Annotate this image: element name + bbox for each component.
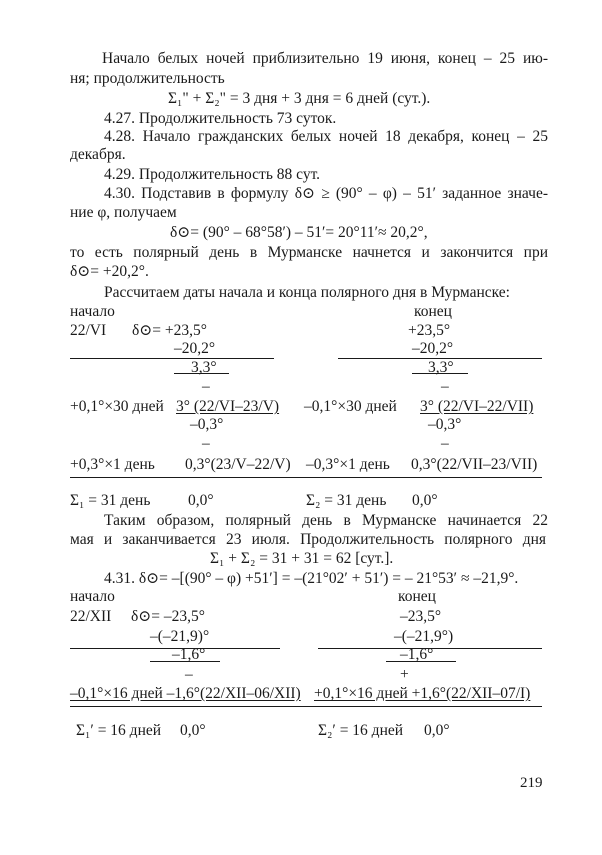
subtract-value: –(–21,9°)	[394, 628, 454, 645]
minus-sign: –	[202, 378, 210, 395]
paragraph-line: ня; продолжительность	[70, 70, 225, 87]
paragraph-line: Начало белых ночей приблизительно 19 июня, конец – 25 ию-	[102, 50, 548, 67]
sum-label: Σ₂′ = 16 дней	[318, 722, 404, 739]
step-label: –0,1°×30 дней	[304, 398, 397, 415]
answer-4-31: 4.31. δ⊙= –[(90° – φ) +51′] = –(21°02′ + 51′) = – 21°53′ ≈ –21,9°.	[104, 570, 519, 587]
result-value: 3,3°	[428, 359, 454, 376]
step-label: +0,1°×30 дней	[70, 398, 164, 415]
delta-value: –23,5°	[400, 608, 442, 625]
end-label: конец	[398, 588, 436, 605]
paragraph-line: мая и заканчивается 23 июля. Продолжительность полярного дня	[70, 531, 546, 548]
total-rule	[70, 477, 542, 478]
step-value: +0,1°×16 дней +1,6°(22/XII–07/I)	[314, 685, 531, 702]
delta-value: δ⊙= –23,5°	[131, 608, 205, 625]
equation: δ⊙= (90° – 68°58′) – 51′= 20°11′≈ 20,2°,	[170, 224, 428, 241]
subtract-value: –(–21,9)°	[150, 628, 210, 645]
step-label: –0,3°×1 день	[306, 456, 390, 473]
sum-label: Σ₁ = 31 день	[70, 492, 151, 509]
answer-4-27: 4.27. Продолжительность 73 суток.	[104, 110, 337, 127]
equation: Σ₁ + Σ₂ = 31 + 31 = 62 [сут.].	[210, 550, 394, 567]
result-rule	[150, 661, 220, 662]
answer-4-30-cont: ние φ, получаем	[70, 204, 177, 221]
plus-sign: +	[400, 666, 409, 683]
answer-4-30: 4.30. Подставив в формулу δ⊙ ≥ (90° – φ) – 51′ заданное значе-	[104, 185, 548, 202]
minus-sign: –	[185, 666, 193, 683]
sum-label: Σ₁′ = 16 дней	[76, 722, 162, 739]
answer-4-29: 4.29. Продолжительность 88 сут.	[104, 166, 321, 183]
start-label: начало	[70, 588, 115, 605]
step-value: 3° (22/VI–22/VII)	[420, 398, 534, 415]
delta-value: δ⊙= +23,5°	[132, 322, 207, 339]
sum-value: 0,0°	[424, 722, 450, 739]
answer-4-28-cont: декабря.	[70, 146, 126, 163]
result-rule	[412, 373, 468, 374]
step-label: +0,3°×1 день	[70, 456, 155, 473]
minus-sign: –	[441, 435, 449, 452]
subtract-value: –20,2°	[412, 340, 454, 357]
result-value: –1,6°	[400, 646, 434, 663]
paragraph-line: δ⊙= +20,2°.	[70, 263, 149, 280]
delta-value: +23,5°	[408, 322, 451, 339]
total-rule	[70, 706, 542, 707]
result-rule	[174, 373, 229, 374]
equation: Σ₁" + Σ₂" = 3 дня + 3 дня = 6 дней (сут.).	[168, 90, 431, 107]
paragraph-line: то есть полярный день в Мурманске начнется и закончится при	[70, 244, 548, 261]
paragraph-line: Рассчитаем даты начала и конца полярного дня в Мурманске:	[104, 284, 510, 301]
result-value: 3,3°	[191, 359, 217, 376]
result-value: –1,6°	[172, 646, 206, 663]
remainder-value: –0,3°	[190, 416, 224, 433]
date-label: 22/XII	[70, 608, 112, 625]
subtract-value: –20,2°	[174, 340, 216, 357]
step-value: 0,3°(23/V–22/V)	[185, 456, 291, 473]
result-rule	[386, 661, 456, 662]
remainder-value: –0,3°	[428, 416, 462, 433]
answer-4-28: 4.28. Начало гражданских белых ночей 18 декабря, конец – 25	[104, 128, 548, 145]
step-value: –0,1°×16 дней –1,6°(22/XII–06/XII)	[70, 685, 301, 702]
date-label: 22/VI	[70, 322, 107, 339]
sum-value: 0,0°	[180, 722, 206, 739]
step-value: 0,3°(22/VII–23/VII)	[411, 456, 538, 473]
paragraph-line: Таким образом, полярный день в Мурманске начинается 22	[104, 512, 548, 529]
result-rule	[70, 358, 274, 359]
minus-sign: –	[202, 435, 210, 452]
page-number: 219	[520, 775, 543, 791]
step-value: 3° (22/VI–23/V)	[176, 398, 280, 415]
minus-sign: –	[441, 378, 449, 395]
start-label: начало	[70, 303, 115, 320]
end-label: конец	[414, 303, 452, 320]
sum-label: Σ₂ = 31 день	[306, 492, 387, 509]
sum-value: 0,0°	[412, 492, 438, 509]
sum-value: 0,0°	[188, 492, 214, 509]
